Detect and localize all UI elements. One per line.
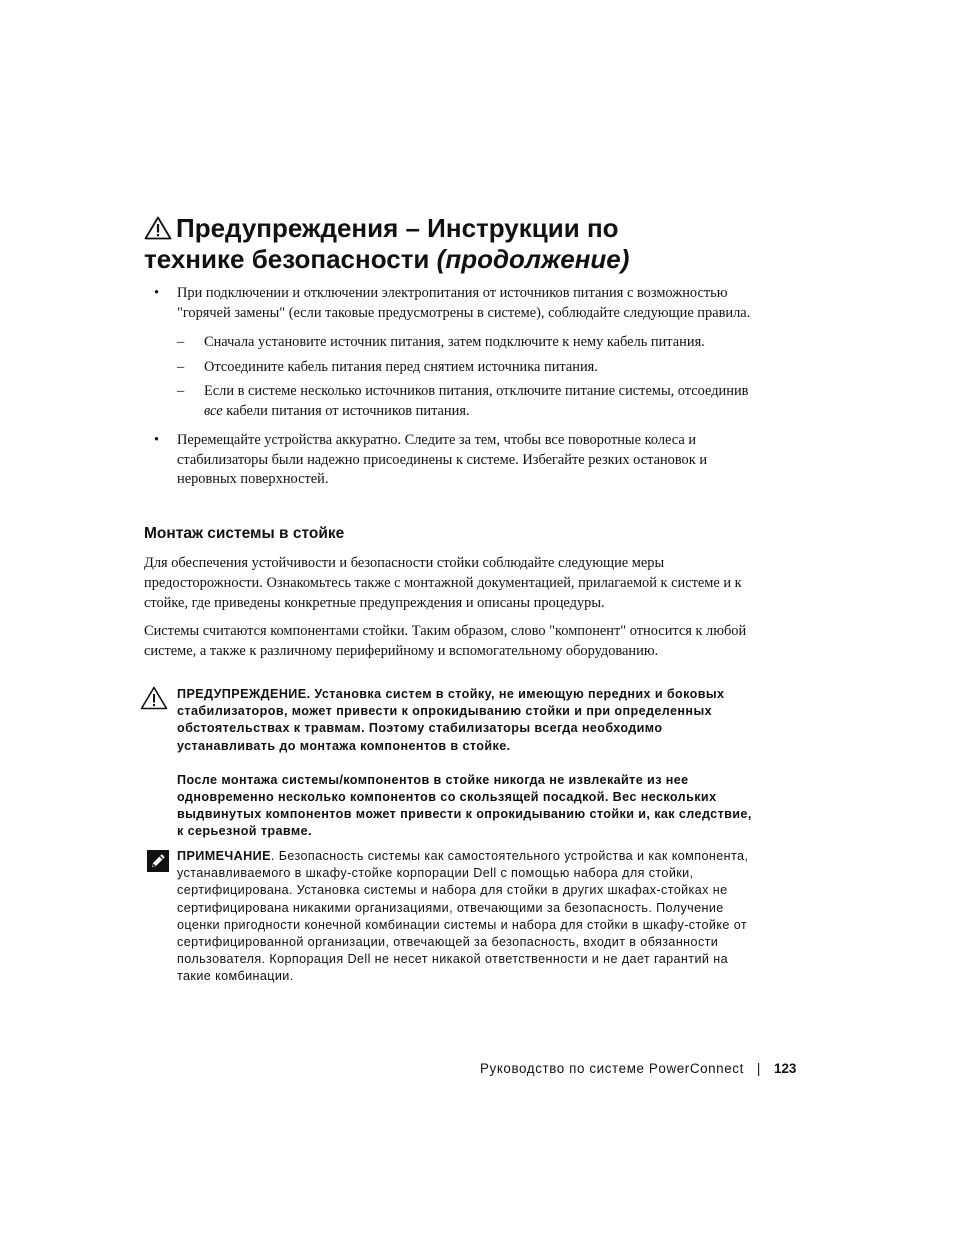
- bullet-dot: •: [154, 432, 160, 448]
- sub-item-text: Сначала установите источник питания, затем подключите к нему кабель питания.: [204, 334, 705, 350]
- sub-list: [177, 333, 764, 421]
- warning-box: [140, 686, 760, 841]
- bullet-text: Перемещайте устройства аккуратно. Следите за тем, чтобы все поворотные колеса и стабилизаторы были надежно присоединены к системе. Избегайте резких остановок и неровных поверхностей.: [177, 432, 708, 487]
- section-paragraph-1: Для обеспечения устойчивости и безопасности стойки соблюдайте следующие меры предосторожности. Ознакомьтесь также с монтажной документацией, прилагаемой к системе и к стойке, где приведены конкретные предупреждения и описаны процедуры.: [144, 555, 742, 611]
- title-line-1: Предупреждения – Инструкции по: [176, 213, 619, 243]
- list-item: [177, 358, 764, 378]
- list-item: [177, 333, 764, 353]
- warning-label: ПРЕДУПРЕЖДЕНИЕ: [177, 687, 307, 701]
- note-label: ПРИМЕЧАНИЕ: [177, 849, 271, 863]
- warning-triangle-icon: [144, 216, 172, 240]
- warning-text: [177, 686, 760, 841]
- page-title: [144, 213, 844, 275]
- safety-bullet-list: [144, 284, 764, 490]
- note-text: [177, 848, 760, 986]
- note-box: [140, 848, 760, 986]
- page-footer: [480, 1061, 840, 1076]
- footer-separator: |: [756, 1061, 761, 1076]
- bullet-dot: •: [154, 285, 160, 301]
- section-paragraph-2: Системы считаются компонентами стойки. Таким образом, слово "компонент" относится к любой системе, а также к различному периферийному и вспомогательному оборудованию.: [144, 623, 747, 659]
- note-pencil-icon: [147, 850, 169, 872]
- dash-marker: –: [177, 383, 185, 399]
- list-item: [177, 382, 764, 421]
- sub-item-text: кабели питания от источников питания.: [222, 402, 470, 419]
- bullet-text: При подключении и отключении электропитания от источников питания с возможностью "горячей замены" (если таковые предусмотрены в системе), соблюдайте следующие правила.: [177, 285, 751, 321]
- list-item: [144, 284, 764, 421]
- warning-body-1: . Установка систем в стойку, не имеющую передних и боковых стабилизаторов, может привести к опрокидыванию стойки и при определенных обстоятельствах к травмам. Поэтому стабилизаторы всегда необходимо устанавливать до монтажа компонентов в стойке.: [177, 687, 725, 753]
- dash-marker: –: [177, 334, 185, 350]
- note-body: . Безопасность системы как самостоятельного устройства и как компонента, устанавливаемого в шкафу-стойке корпорации Dell с помощью набора для стойки, сертифицирована. Установка системы и набора для стойки в других шкафах-стойках не сертифицирована никакими организациями, отвечающими за безопасность. Получение оценки пригодности конечной комбинации системы и набора для стойки в шкафу-стойке от сертифицированной организации, отвечающей за безопасность, входит в обязанности пользователя. Корпорация Dell не несет никакой ответственности и не дает гарантий на такие комбинации.: [177, 849, 749, 984]
- sub-item-text: Отсоедините кабель питания перед снятием источника питания.: [204, 358, 598, 375]
- warning-body-2: После монтажа системы/компонентов в стойке никогда не извлекайте из нее одновременно несколько компонентов со скользящей посадкой. Вес нескольких выдвинутых компонентов может привести к опрокидыванию стойки и, как следствие, к серьезной травме.: [177, 772, 752, 839]
- title-continued: (продолжение): [436, 244, 630, 274]
- title-line-2: технике безопасности: [144, 244, 430, 274]
- page-number: 123: [774, 1061, 797, 1076]
- footer-title: Руководство по системе PowerConnect: [480, 1061, 744, 1076]
- section-heading: Монтаж системы в стойке: [144, 525, 345, 542]
- list-item: [144, 431, 764, 490]
- warning-triangle-icon: [140, 686, 168, 710]
- dash-marker: –: [177, 358, 185, 375]
- sub-item-text: Если в системе несколько источников питания, отключите питание системы, отсоединив: [204, 383, 749, 399]
- emphasis-text: все: [204, 402, 223, 419]
